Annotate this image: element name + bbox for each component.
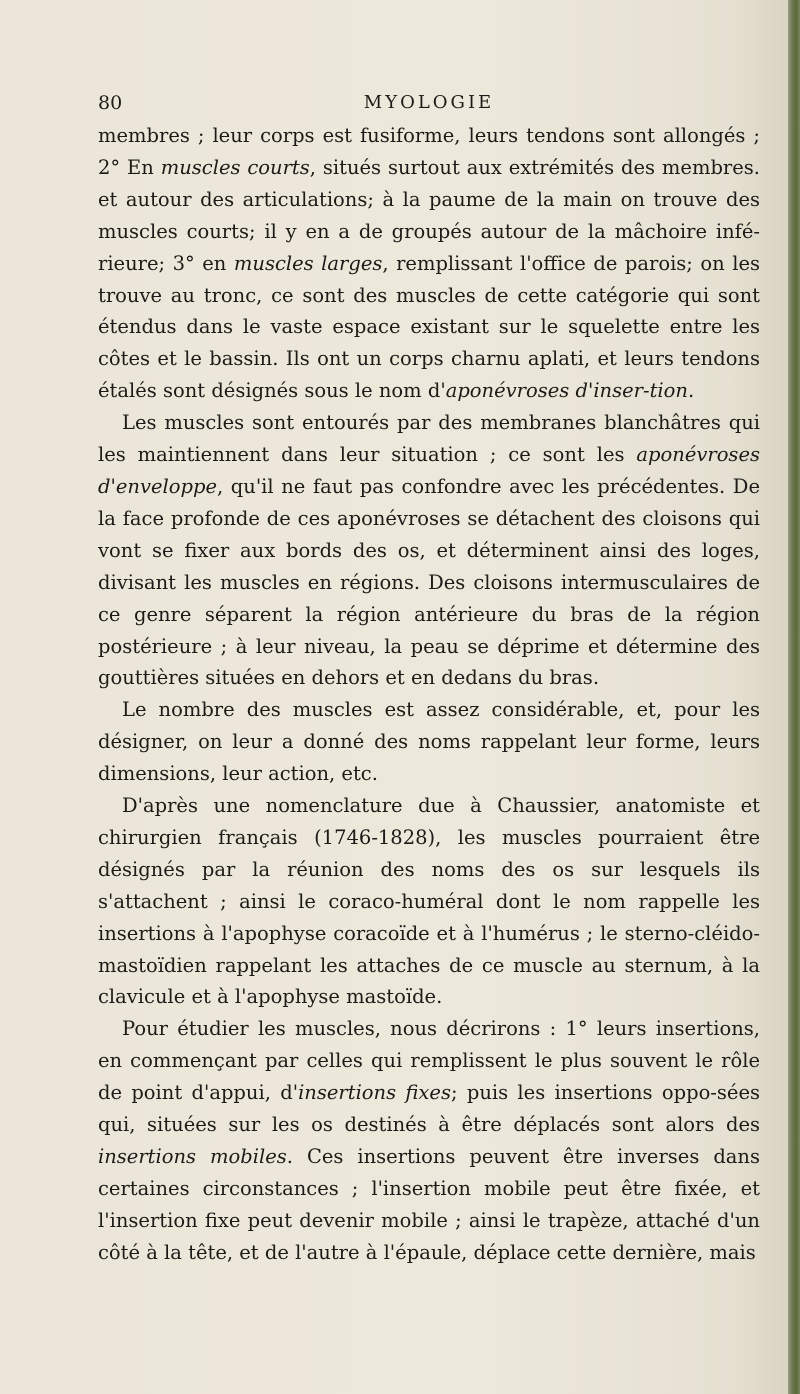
paragraph: Le nombre des muscles est assez considérable, et, pour les désigner, on leur a donné des noms rappelant leur forme, leurs dimensions, leur action, etc. [98,698,760,786]
body-text [98,120,760,1269]
term-insertions-fixes: insertions fixes [298,1081,451,1105]
term-aponevroses-enveloppe: aponévroses d'enveloppe [98,443,760,498]
page-edge [788,0,800,1394]
term-muscles-courts: muscles courts [160,155,310,179]
term-aponevroses-insertion: aponévroses d'inser-tion [445,379,688,403]
paragraph: Les muscles sont entourés par des membranes blanchâtres qui les maintiennent dans leur situation ; ce sont les aponévroses d'enveloppe, qu'il ne faut pas confondre avec les précédentes. De la face profonde de ces aponévroses se détachent des cloisons qui vont se fixer aux bords des os, et déterminent ainsi des loges, divisant les muscles en régions. Des cloisons intermusculaires de ce genre séparent la région antérieure du bras de la région postérieure ; à leur niveau, la peau se déprime et détermine des gouttières situées en dehors et en dedans du bras. [98,411,760,690]
term-muscles-larges: muscles larges [233,251,383,275]
paragraph: Pour étudier les muscles, nous décrirons : 1° leurs insertions, en commençant par celles qui remplissent le plus souvent le rôle de point d'appui, d'insertions fixes; puis les insertions oppo-sées qui, situées sur les os destinés à être déplacés sont alors des insertions mobiles. Ces insertions peuvent être inverses dans certaines circonstances ; l'insertion mobile peut être fixée, et l'insertion fixe peut devenir mobile ; ainsi le trapèze, attaché d'un côté à la tête, et de l'autre à l'épaule, déplace cette dernière, mais [98,1017,760,1264]
running-title: MYOLOGIE [363,92,495,113]
page-number: 80 [98,92,123,114]
paragraph: membres ; leur corps est fusiforme, leurs tendons sont allongés ; 2° En muscles courts, situés surtout aux extrémités des membres. et autour des articulations; à la paume de la main on trouve des muscles courts; il y en a de groupés autour de la mâchoire infé-rieure; 3° en muscles larges, remplissant l'office de parois; on les trouve au tronc, ce sont des muscles de cette catégorie qui sont étendus dans le vaste espace existant sur le squelette entre les côtes et le bassin. Ils ont un corps charnu aplati, et leurs tendons étalés sont désignés sous le nom d'aponévroses d'inser-tion. [98,124,760,403]
term-insertions-mobiles: insertions mobiles [98,1145,287,1168]
paragraph: D'après une nomenclature due à Chaussier, anatomiste et chirurgien français (1746-1828), les muscles pourraient être désignés par la réunion des noms des os sur lesquels ils s'attachent ; ainsi le coraco-huméral dont le nom rappelle les insertions à l'apophyse coracoïde et à l'humérus ; le sterno-cléido-mastoïdien rappelant les attaches de ce muscle au sternum, à la clavicule et à l'apophyse mastoïde. [98,794,760,1009]
page-header [98,92,760,122]
